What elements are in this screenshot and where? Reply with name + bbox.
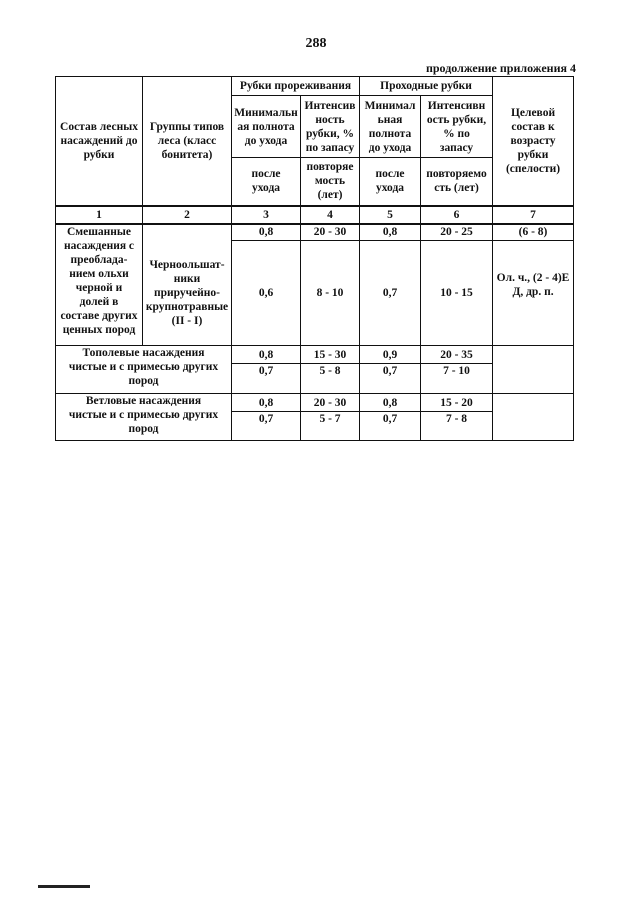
table-cell: 0,7 bbox=[232, 412, 301, 441]
table-cell: 0,9 bbox=[360, 346, 421, 364]
table-row bbox=[56, 394, 574, 412]
header-passage: Проходные рубки bbox=[360, 77, 493, 96]
table-cell: 20 - 25 bbox=[421, 224, 493, 241]
table-cell: 8 - 10 bbox=[301, 241, 360, 346]
header-intensity-thinning: Интенсив ность рубки, % по запасу bbox=[301, 96, 360, 158]
column-number-row bbox=[56, 206, 574, 224]
target-composition-cell: Ол. ч., (2 - 4)Е Д, др. п. bbox=[493, 241, 574, 346]
willow-label-cell: Ветловые насаждения чистые и с примесью других пород bbox=[56, 394, 232, 441]
table-cell: 20 - 30 bbox=[301, 224, 360, 241]
table-cell: 5 - 8 bbox=[301, 364, 360, 394]
column-number: 1 bbox=[56, 206, 143, 224]
column-number: 2 bbox=[143, 206, 232, 224]
empty-target-cell bbox=[493, 394, 574, 441]
header-min-density-passage: Минимал ьная полнота до ухода bbox=[360, 96, 421, 158]
header-thinning: Рубки прореживания bbox=[232, 77, 360, 96]
table-cell: 10 - 15 bbox=[421, 241, 493, 346]
column-number: 5 bbox=[360, 206, 421, 224]
table-cell: 0,8 bbox=[232, 346, 301, 364]
table-cell: 0,8 bbox=[360, 224, 421, 241]
page-number: 288 bbox=[305, 36, 327, 51]
table-cell: 0,7 bbox=[232, 364, 301, 394]
column-number: 6 bbox=[421, 206, 493, 224]
table-cell: 20 - 35 bbox=[421, 346, 493, 364]
table-cell: 0,8 bbox=[360, 394, 421, 412]
header-repeat-passage: повторяемо сть (лет) bbox=[421, 158, 493, 206]
table-cell: 0,8 bbox=[232, 394, 301, 412]
forest-care-table bbox=[55, 76, 574, 441]
header-composition: Состав лесных насаждений до рубки bbox=[56, 77, 143, 206]
table-cell: 5 - 7 bbox=[301, 412, 360, 441]
mixed-forest-type-cell: Черноольшат- ники приручейно- крупнотравные (II - I) bbox=[143, 241, 232, 346]
empty-target-cell bbox=[493, 346, 574, 394]
header-intensity-passage: Интенсивн ость рубки, % по запасу bbox=[421, 96, 493, 158]
footer-mark bbox=[38, 885, 90, 888]
table-cell: 15 - 20 bbox=[421, 394, 493, 412]
mixed-forest-type-spacer bbox=[143, 224, 232, 241]
header-target-composition: Целевой состав к возрасту рубки (спелости) bbox=[493, 77, 574, 206]
table-cell: 0,6 bbox=[232, 241, 301, 346]
header-row-1 bbox=[56, 77, 574, 96]
column-number: 4 bbox=[301, 206, 360, 224]
table-row bbox=[56, 346, 574, 364]
table-cell: 7 - 8 bbox=[421, 412, 493, 441]
table-cell: 0,7 bbox=[360, 364, 421, 394]
header-repeat-thinning: повторяе мость (лет) bbox=[301, 158, 360, 206]
mixed-composition-cell: Смешанные насаждения с преоблада- нием ольхи черной и долей в составе других ценных пород bbox=[56, 224, 143, 346]
continuation-note: продолжение приложения 4 bbox=[425, 61, 576, 75]
header-min-density-thinning: Минимальн ая полнота до ухода bbox=[232, 96, 301, 158]
table-cell: 0,7 bbox=[360, 241, 421, 346]
table-cell: 7 - 10 bbox=[421, 364, 493, 394]
header-after-care-thinning: после ухода bbox=[232, 158, 301, 206]
column-number: 7 bbox=[493, 206, 574, 224]
table-cell: 0,8 bbox=[232, 224, 301, 241]
poplar-label-cell: Тополевые насаждения чистые и с примесью других пород bbox=[56, 346, 232, 394]
table-cell: 0,7 bbox=[360, 412, 421, 441]
table-row bbox=[56, 224, 574, 241]
header-forest-type: Группы типов леса (класс бонитета) bbox=[143, 77, 232, 206]
header-after-care-passage: после ухода bbox=[360, 158, 421, 206]
table-cell: 15 - 30 bbox=[301, 346, 360, 364]
column-number: 3 bbox=[232, 206, 301, 224]
table-cell: 20 - 30 bbox=[301, 394, 360, 412]
table-cell: (6 - 8) bbox=[493, 224, 574, 241]
